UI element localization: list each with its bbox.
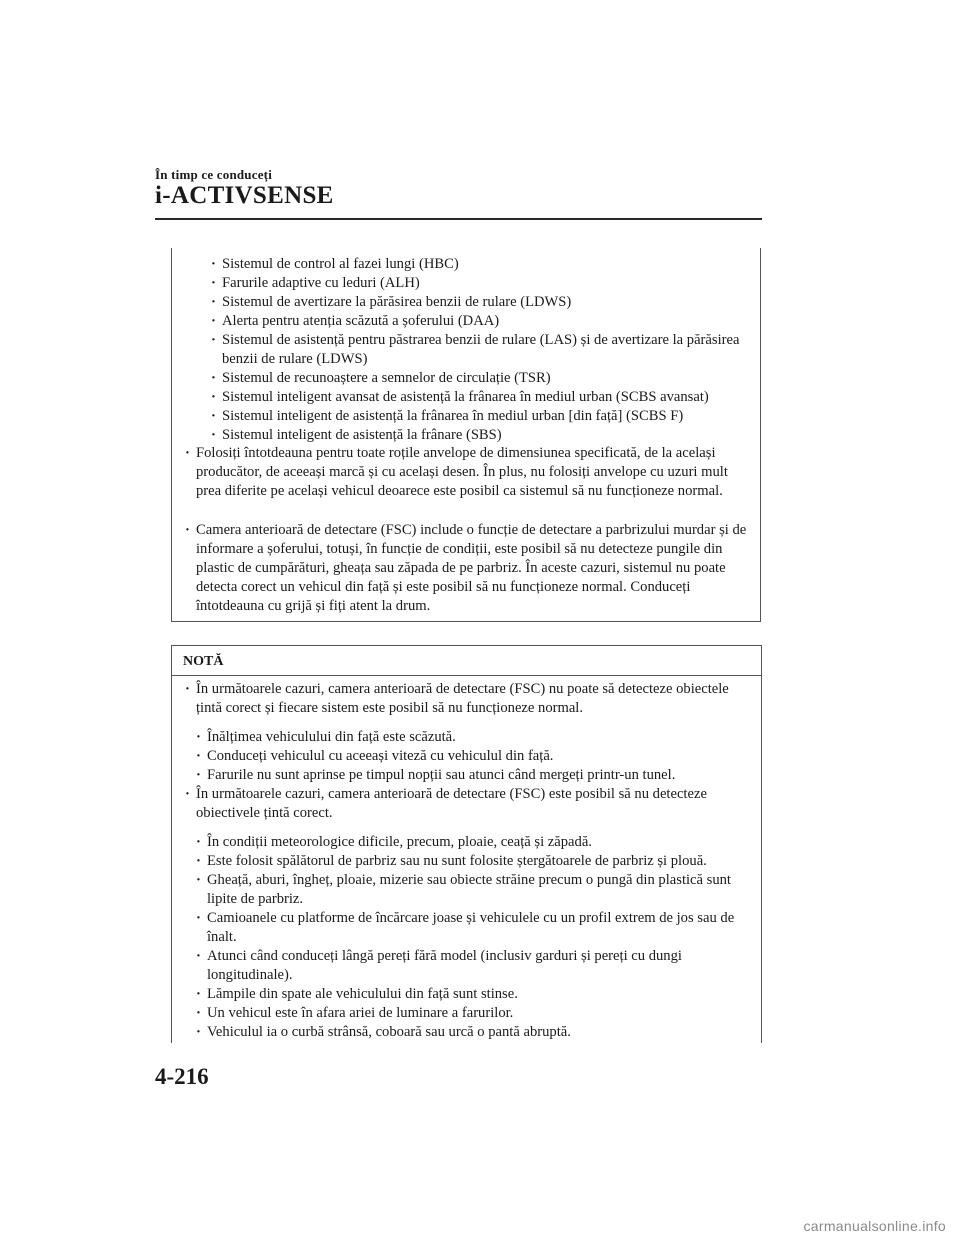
list-item: · Camioanele cu platforme de încărcare joase și vehiculele cu un profil extrem de jos sau de înalt. <box>207 909 756 947</box>
section-label: În timp ce conduceți <box>155 167 273 182</box>
list-item: · Alerta pentru atenția scăzută a șoferului (DAA) <box>222 312 762 331</box>
system-list <box>222 255 762 445</box>
list-item: · Sistemul inteligent de asistență la frânarea în mediul urban [din față] (SCBS F) <box>222 407 762 426</box>
page-title: i-ACTIVSENSE <box>155 182 334 209</box>
list-item: · Vehiculul ia o curbă strânsă, coboară sau urcă o pantă abruptă. <box>207 1023 756 1042</box>
list-item: · Gheață, aburi, îngheț, ploaie, mizerie sau obiecte străine precum o pungă din plastică sunt lipite de parbriz. <box>207 871 756 909</box>
warning-list <box>196 521 754 616</box>
watermark: carmanualsonline.info <box>803 1218 946 1234</box>
page-number: 4-216 <box>155 1064 209 1089</box>
sublist <box>207 728 756 785</box>
list-item: · Este folosit spălătorul de parbriz sau nu sunt folosite ștergătoarele de parbriz și plouă. <box>207 852 756 871</box>
list-item: · În următoarele cazuri, camera anterioară de detectare (FSC) nu poate să detecteze obiectele țintă corect și fiecare sistem este posibil să nu funcționeze normal. <box>196 680 756 718</box>
list-item: · Farurile nu sunt aprinse pe timpul nopții sau atunci când mergeți printr-un tunel. <box>207 766 756 785</box>
list-item: · Lămpile din spate ale vehiculului din față sunt stinse. <box>207 985 756 1004</box>
list-item: · Sistemul inteligent de asistență la frânare (SBS) <box>222 426 762 445</box>
sublist <box>207 833 756 1042</box>
list-item: · Folosiți întotdeauna pentru toate roțile anvelope de dimensiunea specificată, de la același producător, de aceeași marcă și cu același desen. În plus, nu folosiți anvelope cu uzuri mult prea diferite pe același vehicul deoarece este posibil ca sistemul să nu funcționeze normal. <box>196 444 754 501</box>
list-item: · Înălțimea vehiculului din față este scăzută. <box>207 728 756 747</box>
list-item: · Sistemul de asistență pentru păstrarea benzii de rulare (LAS) și de avertizare la părăsirea benzii de rulare (LDWS) <box>222 331 762 369</box>
warning-box-continued <box>171 248 761 622</box>
list-item: · În condiții meteorologice dificile, precum, ploaie, ceață și zăpadă. <box>207 833 756 852</box>
warning-list <box>196 444 754 501</box>
list-item: · Atunci când conduceți lângă pereți fără model (inclusiv garduri și pereți cu dungi longitudinale). <box>207 947 756 985</box>
list-item: · Sistemul de avertizare la părăsirea benzii de rulare (LDWS) <box>222 293 762 312</box>
title-rule <box>155 218 762 220</box>
list-item: · Sistemul de control al fazei lungi (HBC) <box>222 255 762 274</box>
list-item: · Camera anterioară de detectare (FSC) include o funcție de detectare a parbrizului murdar și de informare a șoferului, totuși, în funcție de condiții, este posibil să nu detecteze pungile din plastic de cumpărături, gheața sau zăpada de pe parbriz. În aceste cazuri, sistemul nu poate detecta corect un vehicul din față și este posibil să nu funcționeze normal. Conduceți întotdeauna cu grijă și fiți atent la drum. <box>196 521 754 616</box>
note-heading: NOTĂ <box>172 646 761 676</box>
list-item: · Farurile adaptive cu leduri (ALH) <box>222 274 762 293</box>
note-content <box>196 680 756 1042</box>
list-item: · În următoarele cazuri, camera anterioară de detectare (FSC) este posibil să nu detecteze obiectivele țintă corect. <box>196 785 756 823</box>
list-item: · Conduceți vehiculul cu aceeași viteză cu vehiculul din față. <box>207 747 756 766</box>
list-item: · Sistemul inteligent avansat de asistență la frânarea în mediul urban (SCBS avansat) <box>222 388 762 407</box>
note-box <box>171 645 762 1043</box>
list-item: · Un vehicul este în afara ariei de luminare a farurilor. <box>207 1004 756 1023</box>
list-item: · Sistemul de recunoaștere a semnelor de circulație (TSR) <box>222 369 762 388</box>
